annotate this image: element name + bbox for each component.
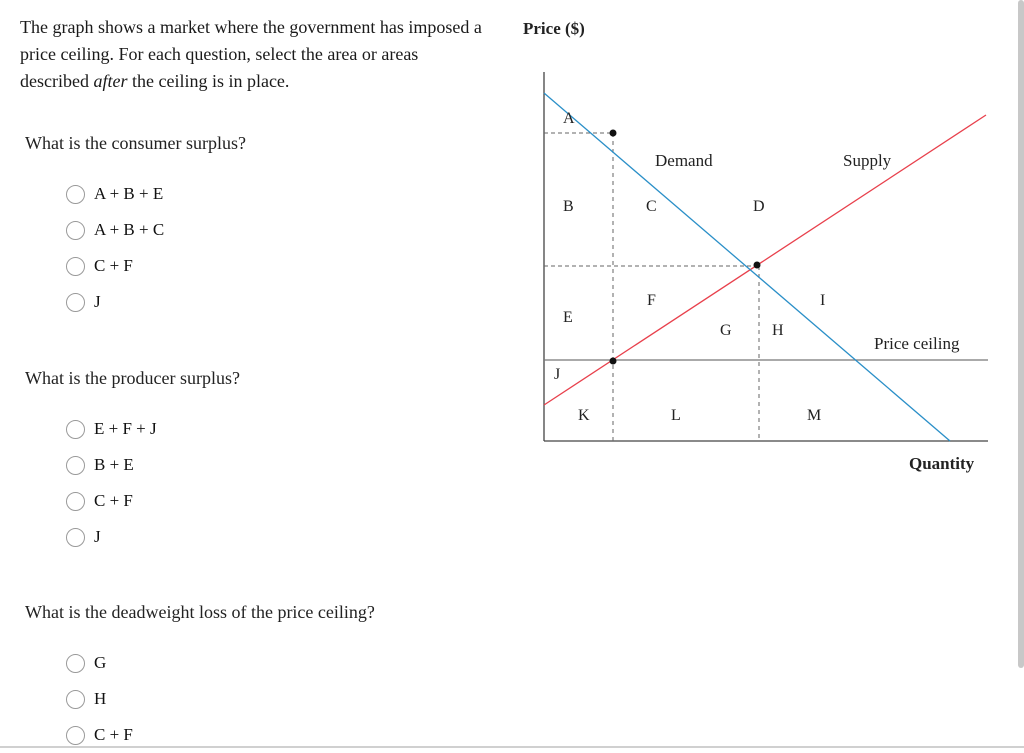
question-consumer-surplus: What is the consumer surplus? [25,133,246,153]
area-label-e: E [563,309,573,326]
option-label: B + E [94,455,134,474]
area-label-h: H [772,322,784,339]
question-producer-surplus: What is the producer surplus? [25,368,240,388]
equilibrium-point [754,262,761,269]
area-label-d: D [753,198,765,215]
y-axis-label: Price ($) [523,19,585,38]
x-axis-label: Quantity [909,454,975,473]
option-label: C + F [94,491,133,510]
area-label-i: I [820,292,826,309]
option-label: C + F [94,725,133,744]
option-label: A + B + C [94,220,165,239]
demand-curve [544,93,950,441]
area-label-l: L [671,407,681,424]
instructions-text: The graph shows a market where the government has imposed a price ceiling. For each question, select the area or areas described [20,17,482,91]
demand-label: Demand [655,151,713,170]
ceiling-supply-point [610,358,617,365]
option-label: G [94,653,107,672]
page-scrollbar[interactable] [1018,0,1024,668]
instructions-emphasis: after [93,71,128,91]
area-label-m: M [807,407,822,424]
option-label: J [94,292,101,311]
option-label: A + B + E [94,184,164,203]
question-deadweight-loss: What is the deadweight loss of the price ceiling? [25,602,375,622]
price-ceiling-label: Price ceiling [874,334,960,353]
option-label: C + F [94,256,133,275]
area-label-j: J [554,366,561,383]
option-label: E + F + J [94,419,157,438]
option-label: H [94,689,107,708]
area-label-f: F [647,292,656,309]
option-label: J [94,527,101,546]
ceiling-demand-point [610,130,617,137]
supply-label: Supply [843,151,892,170]
instructions-text-end: the ceiling is in place. [127,71,290,91]
area-label-k: K [578,407,590,424]
area-label-g: G [720,322,732,339]
area-label-b: B [563,198,574,215]
area-label-c: C [646,198,657,215]
area-label-a: A [563,110,575,127]
